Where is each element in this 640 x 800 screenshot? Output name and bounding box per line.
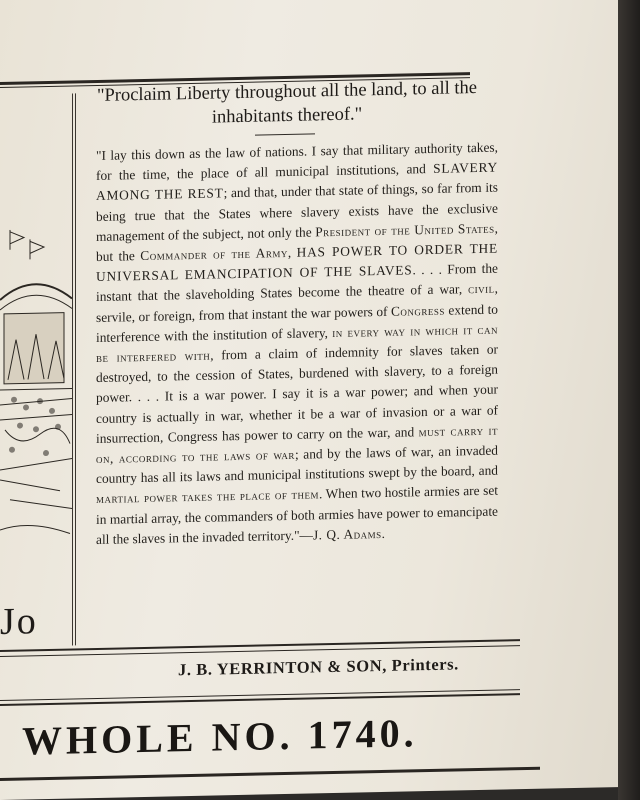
column-rule [72, 93, 76, 645]
bottom-rule [0, 767, 540, 781]
headline-rule [255, 133, 315, 135]
quotation-paragraph: "I lay this down as the law of nations. I say that military authority takes, for the time, the place of all municipal institutions, and SLAVERY AMONG THE REST; and that, under that state of things, so far from its being true that the States where slavery exists have the exclusive management of the subject, not only the President of the United States, but the Commander of the Army, HAS POWER TO ORDER THE UNIVERSAL EMANCIPATION OF THE SLAVES. . . . From the instant that the slaveholding States become the theatre of a war, civil, servile, or foreign, from that instant the war powers of Congress extend to interference with the institution of slavery, in every way in which it can be interfered with, from a claim of indemnity for slaves taken or destroyed, to the cession of States, burdened with slavery, to a foreign power. . . . It is a war power. I say it is a war power; and when your country is actually in war, whether it be a war of invasion or a war of insurrection, Congress has power to carry on the war, and must carry it on, according to the laws of war; and by the laws of war, an invaded country has all its laws and municipal institutions swept by the board, and martial power takes the place of them. When two hostile armies are set in martial array, the commanders of both armies have power to emancipate all the slaves in the invaded territory."—J. Q. Adams. [96, 139, 499, 547]
issue-number: WHOLE NO. 1740. [22, 710, 418, 764]
background-shadow [618, 0, 640, 800]
emphasis-caps: HAS POWER TO ORDER THE UNIVERSAL EMANCIPATION OF THE SLAVES [96, 240, 498, 285]
headline: "Proclaim Liberty throughout all the land, to all the inhabitants thereof." [96, 78, 478, 128]
masthead-engraving [0, 228, 72, 570]
printers-line: J. B. YERRINTON & SON, Printers. [178, 654, 459, 680]
attribution: J. Q. Adams. [312, 525, 386, 543]
partial-masthead-text: Jo [0, 600, 38, 643]
emphasis-caps: SLAVERY AMONG THE REST [96, 159, 498, 204]
